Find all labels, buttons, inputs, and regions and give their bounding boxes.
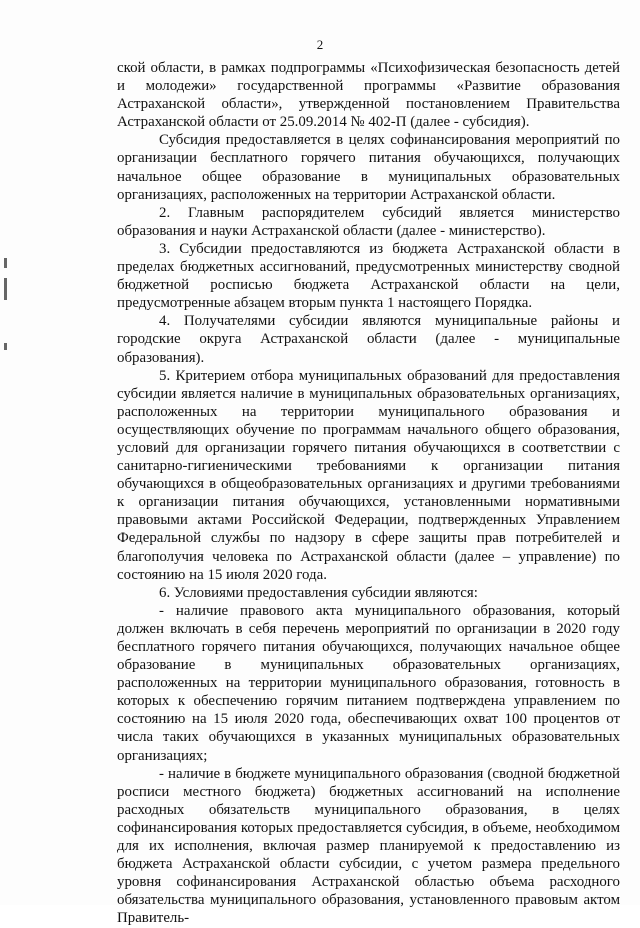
paragraph: - наличие в бюджете муниципального образования (сводной бюджетной росписи местного бюджета) бюджетных ассигнований на исполнение расходных обязательств муниципального образования, в целях софинансирования которых предоставляется субсидия, в объеме, необходимом для их исполнения, включая размер планируемой к предоставлению из бюджета Астраханской области субсидии, с учетом размера предельного уровня софинансирования Астраханской областью объема расходного обязательства муниципального образования, установленного правовым актом Правитель-: [117, 765, 620, 927]
paragraph: - наличие правового акта муниципального образования, который должен включать в себя перечень мероприятий по организации в 2020 году бесплатного горячего питания обучающихся, получающих начальное общее образование в муниципальных образовательных организациях, расположенных на территории муниципального образования, готовность в которых к обеспечению горячим питанием подтверждена управлением по состоянию на 15 июля 2020 года, обеспечивающих охват 100 процентов от числа таких обучающихся в указанных муниципальных образовательных организациях;: [117, 602, 620, 764]
paragraph: 4. Получателями субсидии являются муниципальные районы и городские округа Астраханской области (далее - муниципальные образования).: [117, 313, 620, 366]
paragraph: 6. Условиями предоставления субсидии являются:: [159, 584, 478, 601]
paragraph: ской области, в рамках подпрограммы «Психофизическая безопасность детей и молодежи» государственной программы «Развитие образования Астраханской области», утвержденной постановлением Правительства Астраханской области от 25.09.2014 № 402-П (далее - субсидия).: [117, 60, 620, 131]
page-number: 2: [316, 37, 324, 52]
paragraph: Субсидия предоставляется в целях софинансирования мероприятий по организации бесплатного горячего питания обучающихся, получающих начальное общее образование в муниципальных образовательных организациях, расположенных на территории Астраханской области.: [117, 132, 620, 203]
paragraph: 3. Субсидии предоставляются из бюджета Астраханской области в пределах бюджетных ассигнований, предусмотренных министерству сводной бюджетной росписью бюджета Астраханской области на цели, предусмотренные абзацем вторым пункта 1 настоящего Порядка.: [117, 240, 620, 312]
document-body: [117, 59, 620, 928]
paragraph: 5. Критерием отбора муниципальных образований для предоставления субсидии является наличие в муниципальных образовательных организациях, расположенных на территории муниципального образования и осуществляющих обучение по программам начального общего образования, условий для организации горячего питания обучающихся в соответствии с санитарно-гигиеническими требованиями к организации питания обучающихся в общеобразовательных организациях и другими требованиями к организации питания обучающихся, установленными нормативными правовыми актами Российской Федерации, подтвержденных Управлением Федеральной службы по надзору в сфере защиты прав потребителей и благополучия человека по Астраханской области (далее – управление) по состоянию на 15 июля 2020 года.: [117, 367, 620, 583]
paragraph: 2. Главным распорядителем субсидий является министерство образования и науки Астраханской области (далее - министерство).: [117, 204, 620, 239]
scan-margin-mark: [4, 278, 7, 300]
scan-margin-mark: [4, 258, 7, 268]
scan-margin-mark: [4, 343, 7, 350]
